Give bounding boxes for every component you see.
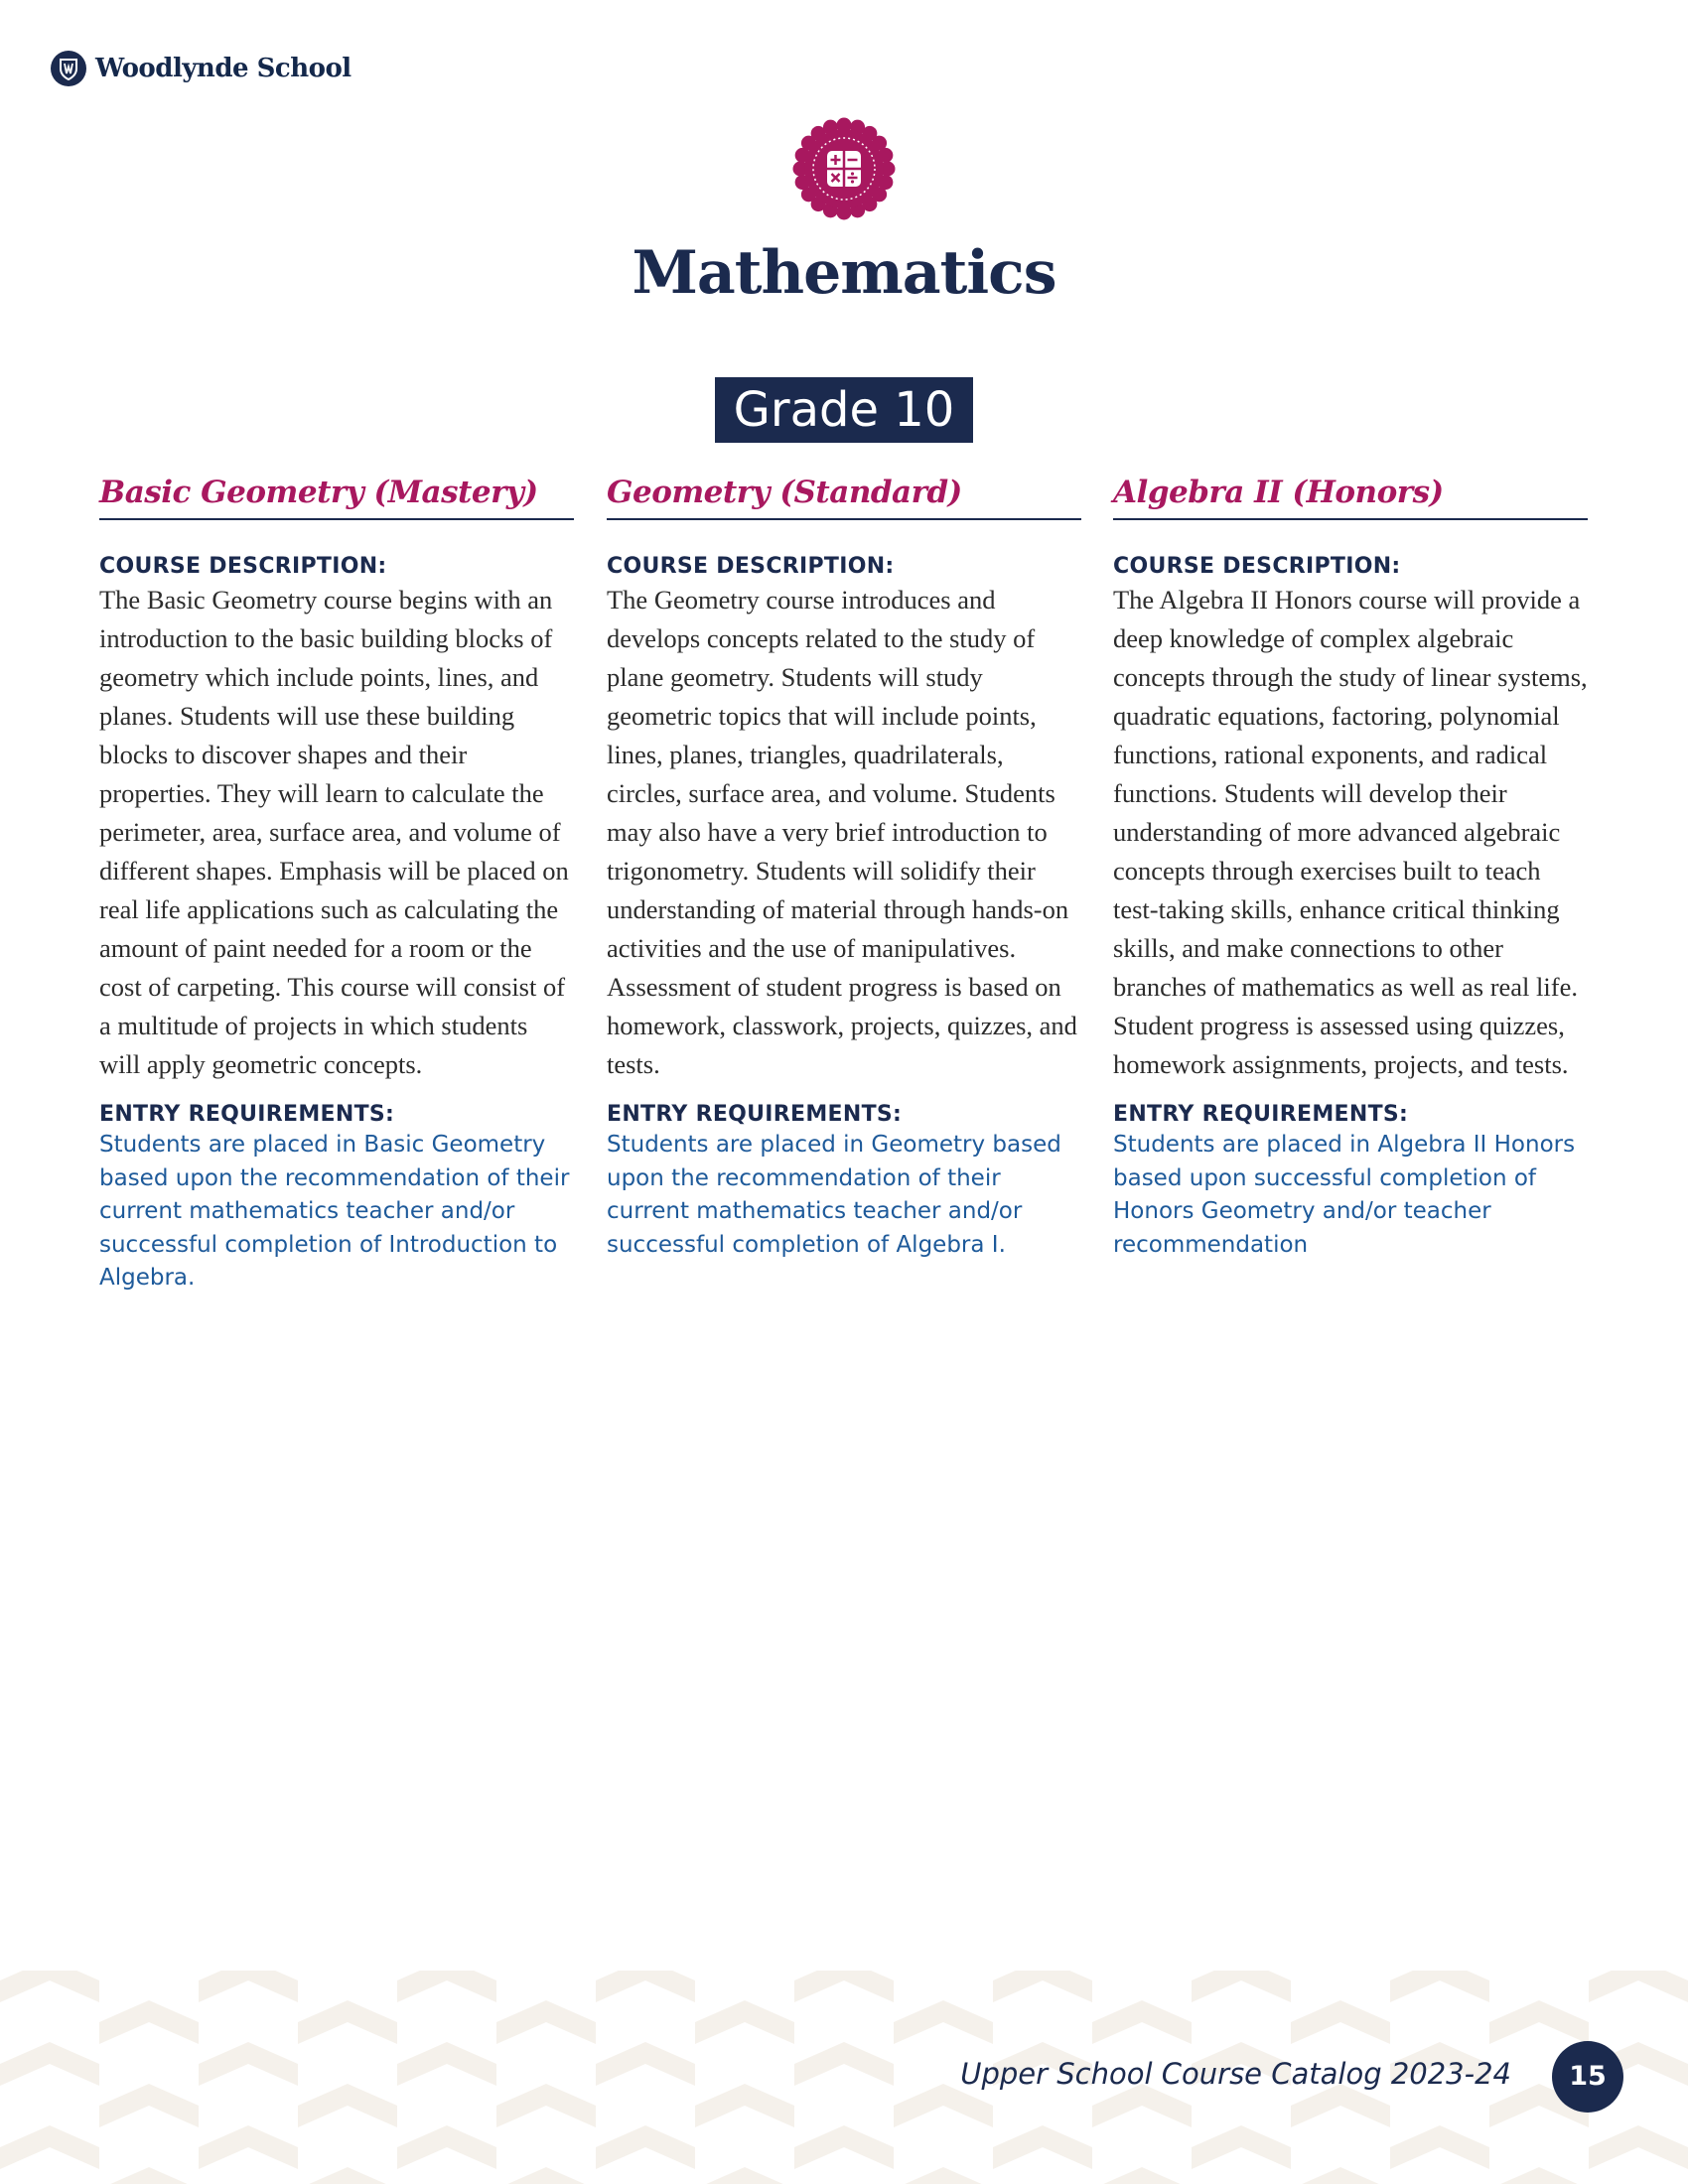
course-column bbox=[1113, 475, 1588, 1262]
entry-requirements-label: ENTRY REQUIREMENTS: bbox=[1113, 1102, 1409, 1127]
entry-requirements: Students are placed in Geometry based upon the recommendation of their current mathematics teacher and/or successful completion of Algebra I. bbox=[607, 1132, 1061, 1258]
course-column bbox=[607, 475, 1081, 1262]
course-description: The Algebra II Honors course will provide a deep knowledge of complex algebraic concepts through the study of linear systems, quadratic equations, factoring, polynomial functions, rational exponents, and radical functions. Students will develop their understanding of more advanced algebraic concepts through exercises built to teach test-taking skills, enhance critical thinking skills, and make connections to other branches of mathematics as well as real life. Student progress is assessed using quizzes, homework assignments, projects, and tests. bbox=[1113, 585, 1588, 1079]
entry-requirements: Students are placed in Algebra II Honors based upon successful completion of Honors Geometry and/or teacher recommendation bbox=[1113, 1132, 1576, 1258]
school-logo bbox=[50, 50, 352, 87]
course-column bbox=[99, 475, 574, 1296]
course-title: Geometry (Standard) bbox=[607, 475, 1081, 520]
catalog-title: Upper School Course Catalog 2023-24 bbox=[960, 2057, 1511, 2091]
course-description-label: COURSE DESCRIPTION: bbox=[1113, 554, 1401, 579]
course-description-label: COURSE DESCRIPTION: bbox=[607, 554, 895, 579]
course-description: The Geometry course introduces and develops concepts related to the study of plane geometry. Students will study geometric topics that will include points, lines, planes, triangles, quadrilaterals, circles, surface area, and volume. Students may also have a very brief introduction to trigonometry. Students will solidify their understanding of material through hands-on activities and the use of manipulatives. Assessment of student progress is based on homework, classwork, projects, quizzes, and tests. bbox=[607, 585, 1077, 1079]
course-title: Basic Geometry (Mastery) bbox=[99, 475, 574, 520]
page-title: Mathematics bbox=[632, 238, 1056, 308]
course-description: The Basic Geometry course begins with an introduction to the basic building blocks of geometry which include points, lines, and planes. Students will use these building blocks to discover shapes and their properties. They will learn to calculate the perimeter, area, surface area, and volume of different shapes. Emphasis will be placed on real life applications such as calculating the amount of paint needed for a room or the cost of carpeting. This course will consist of a multitude of projects in which students will apply geometric concepts. bbox=[99, 585, 569, 1079]
course-description-label: COURSE DESCRIPTION: bbox=[99, 554, 387, 579]
page-number: 15 bbox=[1552, 2041, 1623, 2113]
course-title: Algebra II (Honors) bbox=[1113, 475, 1588, 520]
grade-label: Grade 10 bbox=[715, 377, 973, 443]
shield-crest-icon bbox=[50, 50, 87, 87]
entry-requirements-label: ENTRY REQUIREMENTS: bbox=[99, 1102, 395, 1127]
entry-requirements: Students are placed in Basic Geometry based upon the recommendation of their current mathematics teacher and/or successful completion of Introduction to Algebra. bbox=[99, 1132, 570, 1291]
entry-requirements-label: ENTRY REQUIREMENTS: bbox=[607, 1102, 903, 1127]
calculator-icon bbox=[792, 117, 896, 220]
school-name: Woodlynde School bbox=[95, 54, 352, 83]
